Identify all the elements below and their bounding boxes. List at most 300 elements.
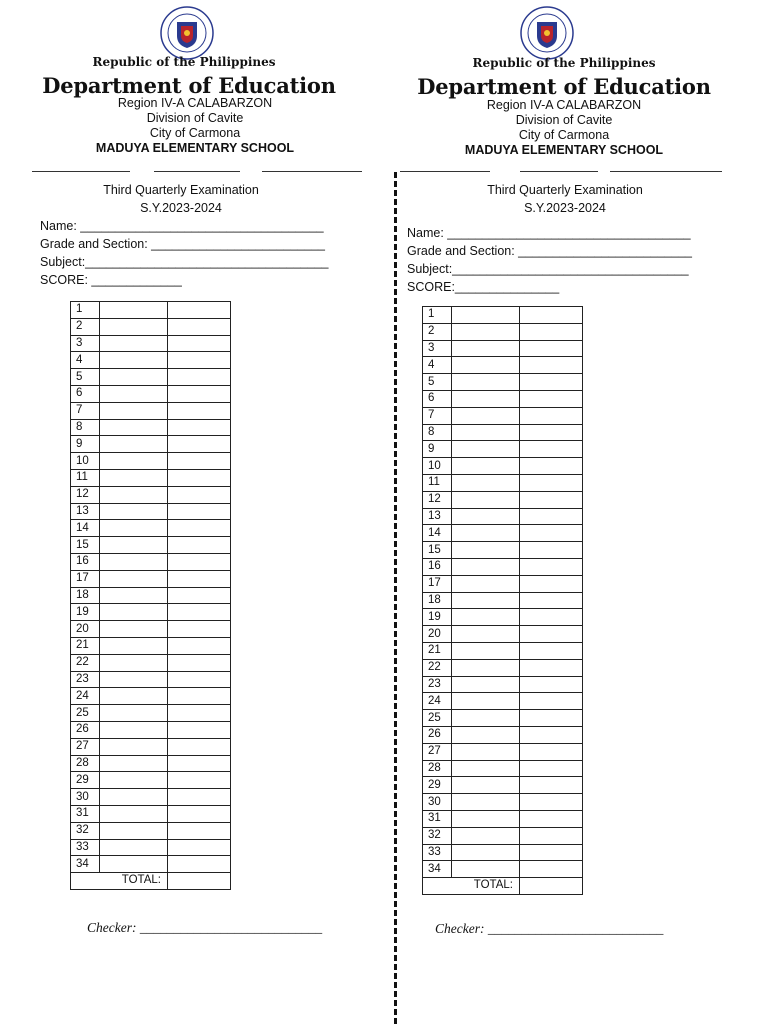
item-number: 16 — [423, 558, 452, 575]
answer-cell[interactable] — [100, 486, 168, 503]
answer-cell[interactable] — [452, 508, 520, 525]
header-rule — [262, 171, 362, 172]
table-row — [71, 486, 231, 503]
school-name: MADUYA ELEMENTARY SCHOOL — [464, 143, 664, 157]
item-number: 15 — [71, 537, 100, 554]
check-cell[interactable] — [520, 626, 583, 643]
answer-cell[interactable] — [452, 441, 520, 458]
check-cell[interactable] — [168, 637, 231, 654]
table-row — [423, 542, 583, 559]
check-cell[interactable] — [168, 822, 231, 839]
table-row — [423, 861, 583, 878]
table-row — [71, 302, 231, 319]
answer-cell[interactable] — [100, 755, 168, 772]
total-row — [423, 878, 583, 895]
answer-cell[interactable] — [452, 726, 520, 743]
check-cell[interactable] — [168, 772, 231, 789]
table-row — [423, 525, 583, 542]
school-name: MADUYA ELEMENTARY SCHOOL — [95, 141, 295, 155]
checker-field[interactable]: Checker: ___________________________ — [87, 920, 323, 935]
table-row — [423, 458, 583, 475]
check-cell[interactable] — [520, 407, 583, 424]
table-row — [71, 671, 231, 688]
answer-cell[interactable] — [100, 453, 168, 470]
answer-cell[interactable] — [100, 772, 168, 789]
check-cell[interactable] — [168, 469, 231, 486]
total-value-cell[interactable] — [520, 878, 583, 895]
item-number: 19 — [423, 609, 452, 626]
table-row — [423, 760, 583, 777]
answer-cell[interactable] — [452, 407, 520, 424]
item-number: 18 — [423, 592, 452, 609]
grade-section-field[interactable]: Grade and Section: _________________________ — [40, 237, 325, 251]
answer-cell[interactable] — [100, 352, 168, 369]
item-number: 24 — [423, 693, 452, 710]
item-number: 23 — [423, 676, 452, 693]
answer-cell[interactable] — [452, 810, 520, 827]
item-number: 25 — [71, 705, 100, 722]
check-cell[interactable] — [520, 542, 583, 559]
table-row — [423, 407, 583, 424]
check-cell[interactable] — [520, 424, 583, 441]
deped-seal-icon — [160, 6, 214, 60]
answer-cell[interactable] — [100, 671, 168, 688]
check-cell[interactable] — [168, 419, 231, 436]
table-row — [71, 419, 231, 436]
answer-cell[interactable] — [452, 676, 520, 693]
answer-cell[interactable] — [452, 693, 520, 710]
item-number: 24 — [71, 688, 100, 705]
item-number: 9 — [71, 436, 100, 453]
check-cell[interactable] — [168, 654, 231, 671]
table-row — [71, 318, 231, 335]
table-row — [71, 469, 231, 486]
table-row — [423, 390, 583, 407]
answer-cell[interactable] — [100, 419, 168, 436]
answer-cell[interactable] — [452, 323, 520, 340]
check-cell[interactable] — [520, 441, 583, 458]
answer-cell[interactable] — [100, 570, 168, 587]
grade-section-field[interactable]: Grade and Section: _________________________ — [407, 244, 692, 258]
check-cell[interactable] — [168, 688, 231, 705]
check-cell[interactable] — [168, 805, 231, 822]
table-row — [71, 772, 231, 789]
item-number: 7 — [423, 407, 452, 424]
item-number: 8 — [423, 424, 452, 441]
table-row — [71, 570, 231, 587]
item-number: 30 — [71, 789, 100, 806]
check-cell[interactable] — [520, 794, 583, 811]
item-number: 18 — [71, 587, 100, 604]
check-cell[interactable] — [520, 861, 583, 878]
subject-field[interactable]: Subject:___________________________________ — [40, 255, 329, 269]
check-cell[interactable] — [168, 738, 231, 755]
check-cell[interactable] — [520, 575, 583, 592]
exam-title: Third Quarterly Examination — [103, 183, 259, 197]
table-row — [71, 385, 231, 402]
check-cell[interactable] — [168, 486, 231, 503]
check-cell[interactable] — [168, 570, 231, 587]
total-label: TOTAL: — [71, 873, 168, 890]
item-number: 26 — [423, 726, 452, 743]
table-row — [423, 827, 583, 844]
table-row — [423, 676, 583, 693]
check-cell[interactable] — [168, 520, 231, 537]
check-cell[interactable] — [520, 642, 583, 659]
answer-cell[interactable] — [100, 705, 168, 722]
check-cell[interactable] — [520, 726, 583, 743]
check-cell[interactable] — [520, 390, 583, 407]
table-row — [71, 604, 231, 621]
answer-cell[interactable] — [452, 374, 520, 391]
table-row — [71, 352, 231, 369]
answer-cell[interactable] — [452, 592, 520, 609]
item-number: 27 — [423, 743, 452, 760]
check-cell[interactable] — [168, 705, 231, 722]
answer-cell[interactable] — [100, 503, 168, 520]
answer-cell[interactable] — [100, 587, 168, 604]
item-number: 17 — [423, 575, 452, 592]
answer-cell[interactable] — [452, 357, 520, 374]
item-number: 17 — [71, 570, 100, 587]
item-number: 7 — [71, 402, 100, 419]
check-cell[interactable] — [168, 671, 231, 688]
answer-cell[interactable] — [452, 642, 520, 659]
check-cell[interactable] — [168, 402, 231, 419]
check-cell[interactable] — [520, 307, 583, 324]
item-number: 13 — [423, 508, 452, 525]
check-cell[interactable] — [520, 323, 583, 340]
table-row — [71, 755, 231, 772]
item-number: 22 — [423, 659, 452, 676]
table-row — [71, 688, 231, 705]
answer-cell[interactable] — [452, 794, 520, 811]
score-field[interactable]: SCORE: _____________ — [40, 273, 182, 287]
item-number: 27 — [71, 738, 100, 755]
check-cell[interactable] — [168, 503, 231, 520]
answer-cell[interactable] — [452, 458, 520, 475]
item-number: 2 — [423, 323, 452, 340]
table-row — [71, 503, 231, 520]
table-row — [71, 721, 231, 738]
answer-cell[interactable] — [100, 604, 168, 621]
item-number: 1 — [71, 302, 100, 319]
answer-table — [70, 301, 231, 890]
exam-title: Third Quarterly Examination — [487, 183, 643, 197]
header-rule — [154, 171, 240, 172]
item-number: 6 — [71, 385, 100, 402]
check-cell[interactable] — [168, 621, 231, 638]
item-number: 28 — [71, 755, 100, 772]
item-number: 15 — [423, 542, 452, 559]
item-number: 10 — [71, 453, 100, 470]
subject-field[interactable]: Subject:__________________________________ — [407, 262, 689, 276]
check-cell[interactable] — [520, 810, 583, 827]
answer-cell[interactable] — [100, 469, 168, 486]
table-row — [423, 424, 583, 441]
item-number: 11 — [423, 474, 452, 491]
answer-cell[interactable] — [452, 777, 520, 794]
item-number: 2 — [71, 318, 100, 335]
header-rule — [400, 171, 490, 172]
header-rule — [610, 171, 722, 172]
answer-cell[interactable] — [100, 302, 168, 319]
item-number: 20 — [423, 626, 452, 643]
division-text: Division of Cavite — [515, 113, 613, 127]
score-field[interactable]: SCORE:_______________ — [407, 280, 560, 294]
answer-cell[interactable] — [452, 558, 520, 575]
check-cell[interactable] — [520, 743, 583, 760]
exam-heading — [404, 181, 726, 217]
answer-cell[interactable] — [100, 436, 168, 453]
name-field[interactable]: Name: ___________________________________ — [40, 219, 324, 233]
check-cell[interactable] — [168, 385, 231, 402]
department-heading: Department of Education — [417, 74, 711, 99]
item-number: 23 — [71, 671, 100, 688]
answer-cell[interactable] — [452, 424, 520, 441]
check-cell[interactable] — [520, 491, 583, 508]
answer-cell[interactable] — [100, 822, 168, 839]
answer-cell[interactable] — [100, 637, 168, 654]
check-cell[interactable] — [168, 318, 231, 335]
table-row — [423, 642, 583, 659]
answer-cell[interactable] — [452, 827, 520, 844]
table-row — [71, 789, 231, 806]
table-row — [423, 340, 583, 357]
check-cell[interactable] — [520, 693, 583, 710]
item-number: 21 — [71, 637, 100, 654]
city-text: City of Carmona — [518, 128, 610, 142]
item-number: 13 — [71, 503, 100, 520]
item-number: 20 — [71, 621, 100, 638]
check-cell[interactable] — [520, 458, 583, 475]
table-row — [71, 738, 231, 755]
answer-cell[interactable] — [452, 710, 520, 727]
student-fields — [407, 224, 692, 296]
table-row — [423, 659, 583, 676]
checker-field[interactable]: Checker: __________________________ — [435, 921, 664, 936]
answer-cell[interactable] — [100, 688, 168, 705]
item-number: 34 — [423, 861, 452, 878]
item-number: 6 — [423, 390, 452, 407]
item-number: 3 — [71, 335, 100, 352]
name-field[interactable]: Name: ___________________________________ — [407, 226, 691, 240]
table-row — [423, 693, 583, 710]
answer-cell[interactable] — [452, 743, 520, 760]
table-row — [423, 609, 583, 626]
answer-cell[interactable] — [100, 369, 168, 386]
table-row — [71, 369, 231, 386]
item-number: 26 — [71, 721, 100, 738]
check-cell[interactable] — [520, 676, 583, 693]
division-text: Division of Cavite — [146, 111, 244, 125]
answer-cell[interactable] — [452, 307, 520, 324]
answer-cell[interactable] — [100, 721, 168, 738]
cut-line-divider — [394, 172, 397, 1024]
check-cell[interactable] — [520, 357, 583, 374]
check-cell[interactable] — [168, 302, 231, 319]
item-number: 5 — [423, 374, 452, 391]
check-cell[interactable] — [168, 856, 231, 873]
check-cell[interactable] — [520, 508, 583, 525]
item-number: 14 — [71, 520, 100, 537]
table-row — [423, 710, 583, 727]
item-number: 33 — [423, 844, 452, 861]
item-number: 4 — [423, 357, 452, 374]
exam-heading — [20, 181, 342, 217]
answer-cell[interactable] — [100, 839, 168, 856]
check-cell[interactable] — [168, 537, 231, 554]
item-number: 33 — [71, 839, 100, 856]
item-number: 3 — [423, 340, 452, 357]
check-cell[interactable] — [168, 604, 231, 621]
check-cell[interactable] — [168, 755, 231, 772]
check-cell[interactable] — [168, 352, 231, 369]
answer-cell[interactable] — [452, 626, 520, 643]
header-rule — [32, 171, 130, 172]
table-row — [71, 520, 231, 537]
answer-cell[interactable] — [452, 340, 520, 357]
check-cell[interactable] — [520, 592, 583, 609]
table-row — [423, 441, 583, 458]
check-cell[interactable] — [168, 839, 231, 856]
answer-cell[interactable] — [452, 659, 520, 676]
item-number: 30 — [423, 794, 452, 811]
table-row — [423, 508, 583, 525]
answer-cell[interactable] — [452, 575, 520, 592]
table-row — [71, 839, 231, 856]
answer-cell[interactable] — [100, 402, 168, 419]
answer-cell[interactable] — [452, 525, 520, 542]
answer-cell[interactable] — [100, 335, 168, 352]
table-row — [423, 575, 583, 592]
answer-cell[interactable] — [452, 542, 520, 559]
check-cell[interactable] — [520, 474, 583, 491]
answer-cell[interactable] — [100, 805, 168, 822]
item-number: 22 — [71, 654, 100, 671]
table-row — [71, 553, 231, 570]
answer-cell[interactable] — [100, 385, 168, 402]
answer-cell[interactable] — [100, 654, 168, 671]
answer-cell[interactable] — [100, 520, 168, 537]
table-row — [71, 856, 231, 873]
item-number: 25 — [423, 710, 452, 727]
check-cell[interactable] — [168, 789, 231, 806]
check-cell[interactable] — [520, 374, 583, 391]
answer-cell[interactable] — [100, 856, 168, 873]
answer-cell[interactable] — [452, 609, 520, 626]
answer-cell[interactable] — [100, 537, 168, 554]
table-row — [71, 654, 231, 671]
item-number: 31 — [423, 810, 452, 827]
table-row — [71, 453, 231, 470]
table-row — [423, 626, 583, 643]
answer-sheet-right — [384, 0, 768, 1024]
check-cell[interactable] — [168, 335, 231, 352]
total-value-cell[interactable] — [168, 873, 231, 890]
table-row — [423, 726, 583, 743]
answer-cell[interactable] — [452, 474, 520, 491]
answer-cell[interactable] — [100, 789, 168, 806]
item-number: 32 — [423, 827, 452, 844]
table-row — [71, 621, 231, 638]
answer-cell[interactable] — [100, 738, 168, 755]
office-block — [40, 96, 350, 156]
item-number: 4 — [71, 352, 100, 369]
check-cell[interactable] — [520, 844, 583, 861]
student-fields — [40, 217, 328, 289]
check-cell[interactable] — [520, 609, 583, 626]
table-row — [423, 794, 583, 811]
item-number: 1 — [423, 307, 452, 324]
answer-cell[interactable] — [452, 760, 520, 777]
check-cell[interactable] — [520, 777, 583, 794]
answer-cell[interactable] — [100, 621, 168, 638]
answer-cell[interactable] — [452, 390, 520, 407]
check-cell[interactable] — [520, 558, 583, 575]
item-number: 28 — [423, 760, 452, 777]
table-row — [71, 822, 231, 839]
region-text: Region IV-A CALABARZON — [117, 96, 273, 110]
item-number: 16 — [71, 553, 100, 570]
table-row — [71, 335, 231, 352]
check-cell[interactable] — [168, 453, 231, 470]
item-number: 29 — [71, 772, 100, 789]
total-label: TOTAL: — [423, 878, 520, 895]
item-number: 14 — [423, 525, 452, 542]
answer-cell[interactable] — [452, 844, 520, 861]
item-number: 34 — [71, 856, 100, 873]
office-block — [404, 98, 724, 158]
check-cell[interactable] — [520, 710, 583, 727]
check-cell[interactable] — [520, 827, 583, 844]
table-row — [71, 805, 231, 822]
item-number: 10 — [423, 458, 452, 475]
check-cell[interactable] — [168, 436, 231, 453]
answer-cell[interactable] — [452, 861, 520, 878]
answer-cell[interactable] — [452, 491, 520, 508]
table-row — [423, 558, 583, 575]
table-row — [71, 436, 231, 453]
total-row — [71, 873, 231, 890]
table-row — [71, 402, 231, 419]
check-cell[interactable] — [168, 721, 231, 738]
check-cell[interactable] — [520, 340, 583, 357]
check-cell[interactable] — [520, 760, 583, 777]
table-row — [423, 777, 583, 794]
school-year: S.Y.2023-2024 — [524, 201, 606, 215]
answer-cell[interactable] — [100, 553, 168, 570]
item-number: 12 — [423, 491, 452, 508]
item-number: 31 — [71, 805, 100, 822]
republic-heading: Republic of the Philippines — [92, 55, 276, 69]
check-cell[interactable] — [168, 587, 231, 604]
city-text: City of Carmona — [149, 126, 241, 140]
table-row — [423, 844, 583, 861]
item-number: 5 — [71, 369, 100, 386]
check-cell[interactable] — [168, 369, 231, 386]
item-number: 8 — [71, 419, 100, 436]
check-cell[interactable] — [520, 525, 583, 542]
item-number: 29 — [423, 777, 452, 794]
answer-cell[interactable] — [100, 318, 168, 335]
item-number: 19 — [71, 604, 100, 621]
check-cell[interactable] — [168, 553, 231, 570]
table-row — [423, 810, 583, 827]
item-number: 12 — [71, 486, 100, 503]
check-cell[interactable] — [520, 659, 583, 676]
answer-table — [422, 306, 583, 895]
